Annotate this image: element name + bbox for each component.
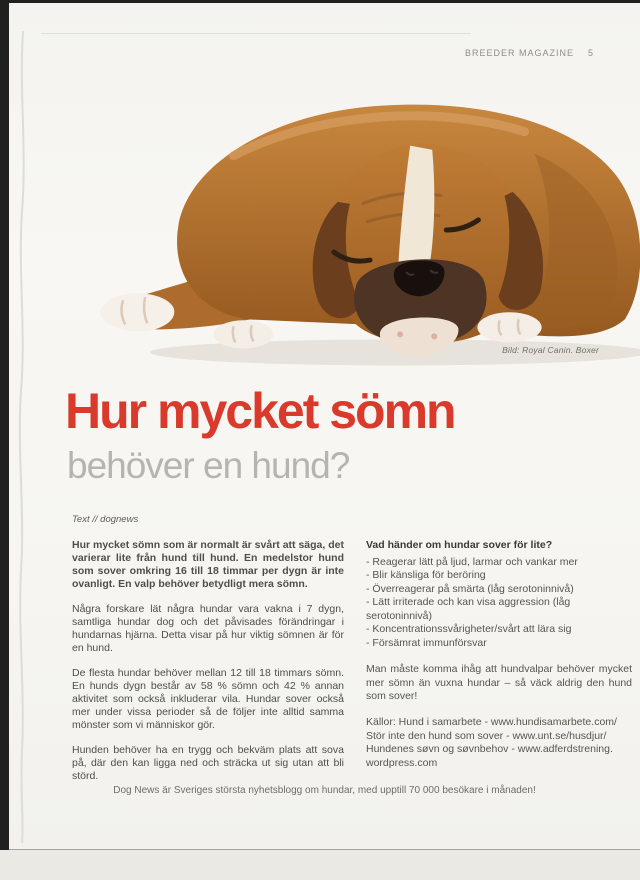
source-line: Hundenes søvn og søvnbehov - www.adferdstrening.	[366, 743, 613, 756]
photo-caption: Bild: Royal Canin. Boxer	[502, 345, 599, 355]
sidebar-list-item: - Blir känsliga för beröring	[366, 569, 486, 582]
source-line: Källor: Hund i samarbete - www.hundisamarbete.com/	[366, 716, 617, 729]
page-fold-line	[41, 33, 471, 34]
sidebar-heading: Vad händer om hundar sover för lite?	[366, 539, 553, 551]
headline: Hur mycket sömn	[65, 383, 455, 439]
sidebar-list-item: - Överreagerar på smärta (låg serotoninnivå)	[366, 582, 574, 595]
sidebar-list	[366, 556, 632, 650]
source-line: Stör inte den hund som sover - www.unt.se/husdjur/	[366, 729, 607, 742]
article-paragraph: Hur mycket sömn som är normalt är svårt att säga, det varierar lite från hund till hund. En medelstor hund som sover omkring 16 till 18 timmar per dygn är inte ovanligt. En valp behöver betydligt mera sömn.	[72, 539, 344, 591]
article-paragraph: De flesta hundar behöver mellan 12 till 18 timmars sömn. En hunds dygn består av 58 % sömn och 42 % annan aktivitet som också inkluderar vila. Hundar sover också mer under vissa perioder så de följer inte alltid samma mönster som vi människor gör.	[72, 667, 344, 732]
scan-bottom-strip	[0, 850, 640, 880]
article-paragraph: Hunden behöver ha en trygg och bekväm plats att sova på, där den kan ligga ned och sträcka ut sig utan att bli störd.	[72, 744, 344, 783]
magazine-title: BREEDER MAGAZINE	[464, 48, 574, 58]
subheadline: behöver en hund?	[67, 445, 350, 486]
article-paragraph: Några forskare lät några hundar vara vakna i 7 dygn, samtliga hundar dog och det påvisades förändringar i hundarnas hjärna. Detta visar på hur viktig sömnen är för en hund.	[72, 603, 344, 655]
torn-page-edge-graphic	[9, 31, 37, 843]
sidebar-list-item: - Koncentrationssvårigheter/svårt att lära sig	[366, 623, 572, 636]
magazine-page	[9, 3, 640, 850]
sidebar-list-item: - Lätt irriterade och kan visa aggression (låg serotoninnivå)	[366, 596, 571, 622]
sidebar-note: Man måste komma ihåg att hundvalpar behöver mycket mer sömn än vuxna hundar – så väck aldrig den hund som sover!	[366, 663, 632, 702]
source-line: wordpress.com	[366, 756, 438, 769]
article-columns	[72, 539, 632, 795]
sidebar-list-item: - Försämrat immunförsvar	[366, 636, 487, 649]
page-header	[465, 48, 594, 58]
page-number: 5	[587, 48, 594, 58]
sources-block	[366, 716, 632, 770]
footer-tagline: Dog News är Sveriges största nyhetsblogg om hundar, med upptill 70 000 besökare i månaden!	[113, 785, 536, 796]
dog-photo	[93, 93, 640, 375]
sidebar	[366, 539, 632, 795]
sidebar-list-item: - Reagerar lätt på ljud, larmar och vankar mer	[366, 556, 578, 568]
sleeping-boxer-puppy-illustration	[93, 93, 640, 375]
article-body	[72, 539, 344, 795]
byline: Text // dognews	[72, 514, 139, 525]
